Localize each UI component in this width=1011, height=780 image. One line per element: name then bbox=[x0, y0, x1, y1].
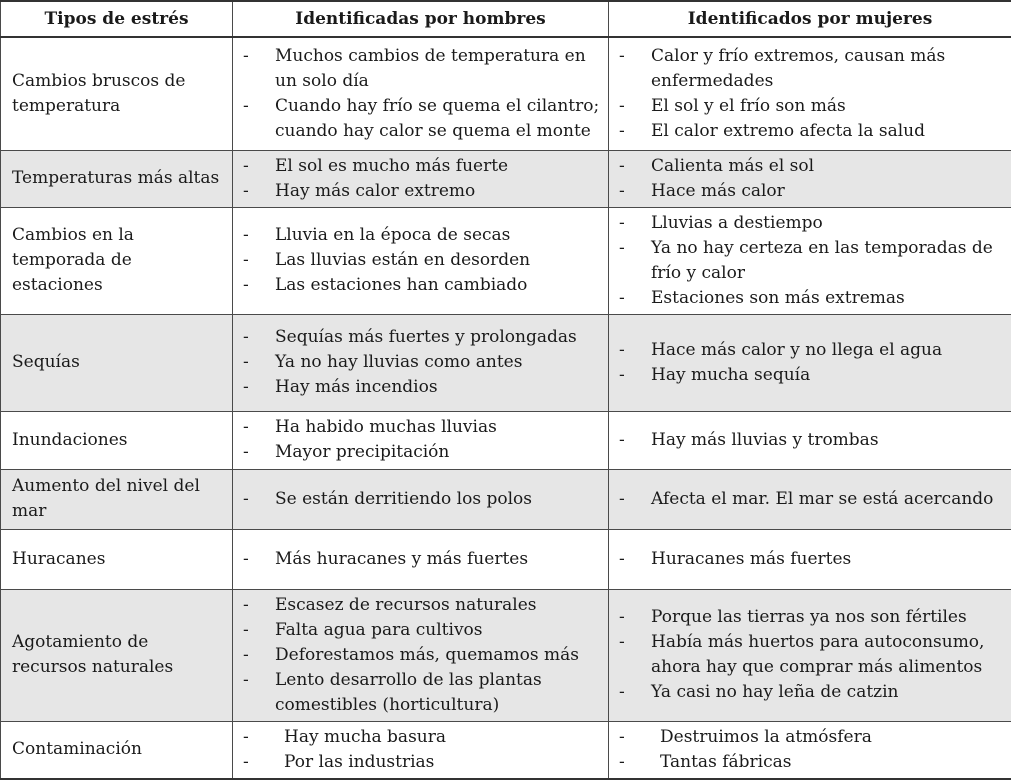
list-item: - Escasez de recursos naturales bbox=[233, 593, 600, 618]
list-item: - Cuando hay frío se quema el cilantro; cuando hay calor se quema el monte bbox=[233, 94, 600, 144]
list-item: - Falta agua para cultivos bbox=[233, 618, 600, 643]
women-cell bbox=[609, 589, 1011, 721]
list-item: - Hay más incendios bbox=[233, 375, 600, 400]
stress-type: Huracanes bbox=[1, 529, 233, 589]
list-item: - Ya no hay lluvias como antes bbox=[233, 350, 600, 375]
women-cell bbox=[609, 529, 1011, 589]
list-item: - Había más huertos para autoconsumo, ahora hay que comprar más alimentos bbox=[609, 630, 1003, 680]
table-row bbox=[1, 37, 1011, 150]
table-row bbox=[1, 150, 1011, 207]
list-item: - Ya casi no hay leña de catzin bbox=[609, 680, 1003, 705]
stress-type: Inundaciones bbox=[1, 411, 233, 469]
table-row bbox=[1, 207, 1011, 314]
table-row bbox=[1, 469, 1011, 529]
stress-type: Temperaturas más altas bbox=[1, 150, 233, 207]
women-cell bbox=[609, 469, 1011, 529]
women-cell bbox=[609, 314, 1011, 411]
list-item: - El sol y el frío son más bbox=[609, 94, 1003, 119]
stress-type: Contaminación bbox=[1, 721, 233, 779]
women-cell bbox=[609, 150, 1011, 207]
list-item: - Hace más calor bbox=[609, 179, 1003, 204]
men-cell bbox=[233, 589, 609, 721]
list-item: - Se están derritiendo los polos bbox=[233, 487, 600, 512]
list-item: - El calor extremo afecta la salud bbox=[609, 119, 1003, 144]
men-cell bbox=[233, 469, 609, 529]
list-item: - Sequías más fuertes y prolongadas bbox=[233, 325, 600, 350]
list-item: - Hace más calor y no llega el agua bbox=[609, 338, 1003, 363]
list-item: - Más huracanes y más fuertes bbox=[233, 547, 600, 572]
list-item: - Ha habido muchas lluvias bbox=[233, 415, 600, 440]
table-row bbox=[1, 529, 1011, 589]
list-item: - Las lluvias están en desorden bbox=[233, 248, 600, 273]
list-item: - Las estaciones han cambiado bbox=[233, 273, 600, 298]
women-cell bbox=[609, 721, 1011, 779]
list-item: - Calor y frío extremos, causan más enfermedades bbox=[609, 44, 1003, 94]
men-cell bbox=[233, 529, 609, 589]
list-item: - Tantas fábricas bbox=[609, 750, 1003, 775]
stress-type: Cambios en la temporada de estaciones bbox=[1, 207, 233, 314]
list-item: - Huracanes más fuertes bbox=[609, 547, 1003, 572]
stress-type: Cambios bruscos de temperatura bbox=[1, 37, 233, 150]
women-cell bbox=[609, 37, 1011, 150]
men-cell bbox=[233, 314, 609, 411]
women-cell bbox=[609, 207, 1011, 314]
list-item: - Por las industrias bbox=[233, 750, 600, 775]
table-row bbox=[1, 314, 1011, 411]
header-row bbox=[1, 1, 1011, 37]
women-cell bbox=[609, 411, 1011, 469]
men-cell bbox=[233, 150, 609, 207]
list-item: - Estaciones son más extremas bbox=[609, 286, 1003, 311]
header-stress-types: Tipos de estrés bbox=[1, 1, 233, 37]
list-item: - Calienta más el sol bbox=[609, 154, 1003, 179]
men-cell bbox=[233, 207, 609, 314]
list-item: - Deforestamos más, quemamos más bbox=[233, 643, 600, 668]
list-item: - Porque las tierras ya nos son fértiles bbox=[609, 605, 1003, 630]
list-item: - Afecta el mar. El mar se está acercando bbox=[609, 487, 1003, 512]
list-item: - Hay mucha basura bbox=[233, 725, 600, 750]
men-cell bbox=[233, 411, 609, 469]
men-cell bbox=[233, 721, 609, 779]
stress-type: Aumento del nivel del mar bbox=[1, 469, 233, 529]
table-row bbox=[1, 411, 1011, 469]
table-row bbox=[1, 721, 1011, 779]
stress-type: Sequías bbox=[1, 314, 233, 411]
header-identified-by-women: Identificados por mujeres bbox=[609, 1, 1011, 37]
list-item: - Hay más calor extremo bbox=[233, 179, 600, 204]
list-item: - Lento desarrollo de las plantas comestibles (horticultura) bbox=[233, 668, 600, 718]
list-item: - El sol es mucho más fuerte bbox=[233, 154, 600, 179]
header-identified-by-men: Identificadas por hombres bbox=[233, 1, 609, 37]
list-item: - Lluvias a destiempo bbox=[609, 211, 1003, 236]
list-item: - Hay mucha sequía bbox=[609, 363, 1003, 388]
list-item: - Hay más lluvias y trombas bbox=[609, 428, 1003, 453]
list-item: - Mayor precipitación bbox=[233, 440, 600, 465]
table-row bbox=[1, 589, 1011, 721]
list-item: - Lluvia en la época de secas bbox=[233, 223, 600, 248]
stress-type: Agotamiento de recursos naturales bbox=[1, 589, 233, 721]
men-cell bbox=[233, 37, 609, 150]
list-item: - Ya no hay certeza en las temporadas de frío y calor bbox=[609, 236, 1003, 286]
list-item: - Destruimos la atmósfera bbox=[609, 725, 1003, 750]
list-item: - Muchos cambios de temperatura en un solo día bbox=[233, 44, 600, 94]
